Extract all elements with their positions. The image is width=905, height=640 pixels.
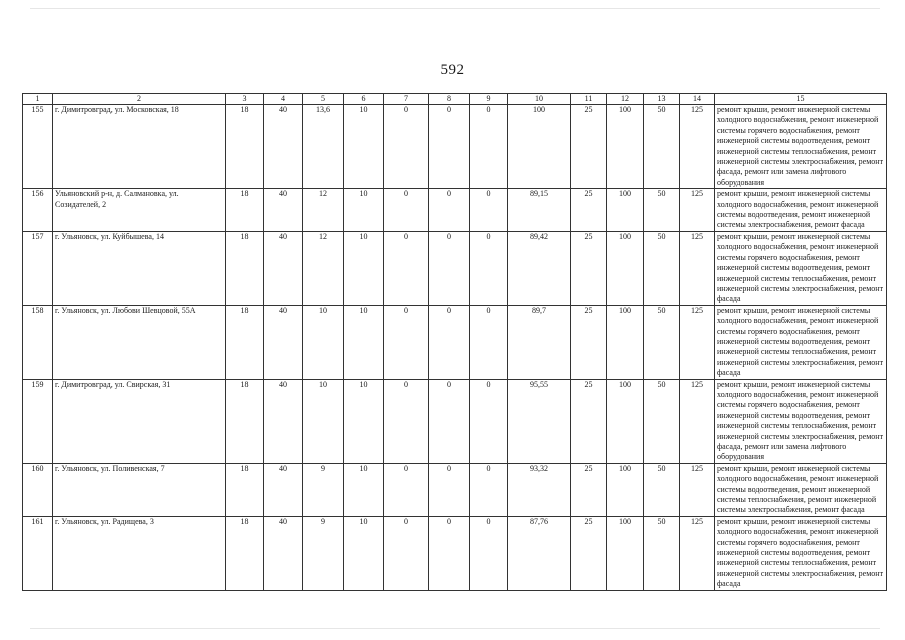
table-cell-col-3: 18 bbox=[226, 463, 264, 516]
table-cell-col-6: 10 bbox=[344, 463, 384, 516]
table-cell-col-2: г. Димитровград, ул. Московская, 18 bbox=[53, 105, 226, 189]
table-cell-col-14: 125 bbox=[680, 189, 715, 232]
table-cell-col-4: 40 bbox=[264, 379, 303, 463]
column-header-3: 3 bbox=[226, 94, 264, 105]
table-cell-col-9: 0 bbox=[470, 516, 508, 590]
table-cell-col-10: 89,42 bbox=[508, 231, 571, 305]
table-cell-col-8: 0 bbox=[429, 231, 470, 305]
scan-artifact-top bbox=[30, 8, 880, 9]
table-row bbox=[23, 305, 887, 379]
table-cell-col-10: 89,15 bbox=[508, 189, 571, 232]
table-cell-col-7: 0 bbox=[384, 105, 429, 189]
table-cell-col-15: ремонт крыши, ремонт инженерной системы холодного водоснабжения, ремонт инженерной системы водоотведения, ремонт инженерной системы электроснабжения, ремонт фасада bbox=[715, 189, 887, 232]
table-cell-col-1: 155 bbox=[23, 105, 53, 189]
table-cell-col-1: 156 bbox=[23, 189, 53, 232]
table-cell-col-2: г. Ульяновск, ул. Любови Шевцовой, 55А bbox=[53, 305, 226, 379]
column-header-11: 11 bbox=[571, 94, 607, 105]
table-cell-col-2: г. Ульяновск, ул. Поливенская, 7 bbox=[53, 463, 226, 516]
table-cell-col-14: 125 bbox=[680, 379, 715, 463]
table-cell-col-14: 125 bbox=[680, 231, 715, 305]
table-cell-col-13: 50 bbox=[644, 463, 680, 516]
table-cell-col-12: 100 bbox=[607, 231, 644, 305]
table-cell-col-15: ремонт крыши, ремонт инженерной системы холодного водоснабжения, ремонт инженерной системы горячего водоснабжения, ремонт инженерной системы водоотведения, ремонт инженерной системы теплоснабжения, ремонт инженерной системы электроснабжения, ремонт фасада bbox=[715, 305, 887, 379]
table-cell-col-14: 125 bbox=[680, 305, 715, 379]
table-cell-col-1: 159 bbox=[23, 379, 53, 463]
table-cell-col-5: 9 bbox=[303, 516, 344, 590]
table-cell-col-10: 100 bbox=[508, 105, 571, 189]
table-cell-col-9: 0 bbox=[470, 105, 508, 189]
table-cell-col-3: 18 bbox=[226, 231, 264, 305]
table-cell-col-8: 0 bbox=[429, 105, 470, 189]
table-cell-col-7: 0 bbox=[384, 231, 429, 305]
table-cell-col-13: 50 bbox=[644, 105, 680, 189]
table-cell-col-15: ремонт крыши, ремонт инженерной системы холодного водоснабжения, ремонт инженерной системы горячего водоснабжения, ремонт инженерной системы водоотведения, ремонт инженерной системы теплоснабжения, ремонт инженерной системы электроснабжения, ремонт фасада bbox=[715, 231, 887, 305]
column-header-5: 5 bbox=[303, 94, 344, 105]
table-cell-col-5: 10 bbox=[303, 379, 344, 463]
table-cell-col-2: г. Ульяновск, ул. Куйбышева, 14 bbox=[53, 231, 226, 305]
table-cell-col-12: 100 bbox=[607, 305, 644, 379]
table-cell-col-7: 0 bbox=[384, 463, 429, 516]
table-cell-col-4: 40 bbox=[264, 105, 303, 189]
table-cell-col-6: 10 bbox=[344, 379, 384, 463]
table-cell-col-5: 12 bbox=[303, 189, 344, 232]
table-cell-col-2: Ульяновский р-н, д. Салмановка, ул. Созидателей, 2 bbox=[53, 189, 226, 232]
table-cell-col-14: 125 bbox=[680, 463, 715, 516]
table-cell-col-3: 18 bbox=[226, 516, 264, 590]
table-header-row bbox=[23, 94, 887, 105]
table-row bbox=[23, 231, 887, 305]
table-cell-col-9: 0 bbox=[470, 379, 508, 463]
table-cell-col-3: 18 bbox=[226, 189, 264, 232]
table-cell-col-9: 0 bbox=[470, 463, 508, 516]
table-cell-col-5: 12 bbox=[303, 231, 344, 305]
column-header-7: 7 bbox=[384, 94, 429, 105]
table-cell-col-8: 0 bbox=[429, 463, 470, 516]
table-cell-col-5: 9 bbox=[303, 463, 344, 516]
table-cell-col-6: 10 bbox=[344, 305, 384, 379]
table-cell-col-9: 0 bbox=[470, 305, 508, 379]
table-cell-col-4: 40 bbox=[264, 305, 303, 379]
table-cell-col-4: 40 bbox=[264, 231, 303, 305]
table-cell-col-3: 18 bbox=[226, 105, 264, 189]
table-cell-col-12: 100 bbox=[607, 379, 644, 463]
table-cell-col-4: 40 bbox=[264, 516, 303, 590]
table-cell-col-9: 0 bbox=[470, 189, 508, 232]
table-cell-col-11: 25 bbox=[571, 463, 607, 516]
table-cell-col-7: 0 bbox=[384, 305, 429, 379]
table-cell-col-4: 40 bbox=[264, 189, 303, 232]
table-cell-col-1: 157 bbox=[23, 231, 53, 305]
table-cell-col-8: 0 bbox=[429, 189, 470, 232]
table-cell-col-13: 50 bbox=[644, 305, 680, 379]
table-cell-col-10: 93,32 bbox=[508, 463, 571, 516]
column-header-1: 1 bbox=[23, 94, 53, 105]
table-row bbox=[23, 516, 887, 590]
table-cell-col-7: 0 bbox=[384, 516, 429, 590]
column-header-4: 4 bbox=[264, 94, 303, 105]
table-cell-col-8: 0 bbox=[429, 305, 470, 379]
table-cell-col-8: 0 bbox=[429, 516, 470, 590]
table-cell-col-15: ремонт крыши, ремонт инженерной системы холодного водоснабжения, ремонт инженерной системы горячего водоснабжения, ремонт инженерной системы водоотведения, ремонт инженерной системы теплоснабжения, ремонт инженерной системы электроснабжения, ремонт фасада, ремонт или замена лифтового оборудования bbox=[715, 379, 887, 463]
table-cell-col-10: 89,7 bbox=[508, 305, 571, 379]
table-cell-col-14: 125 bbox=[680, 105, 715, 189]
table-cell-col-11: 25 bbox=[571, 379, 607, 463]
table-cell-col-11: 25 bbox=[571, 231, 607, 305]
table-cell-col-13: 50 bbox=[644, 379, 680, 463]
table-cell-col-1: 160 bbox=[23, 463, 53, 516]
table-cell-col-1: 161 bbox=[23, 516, 53, 590]
table-body bbox=[23, 105, 887, 591]
table-cell-col-9: 0 bbox=[470, 231, 508, 305]
table-cell-col-4: 40 bbox=[264, 463, 303, 516]
data-table-container bbox=[22, 93, 886, 591]
table-row bbox=[23, 379, 887, 463]
table-cell-col-10: 87,76 bbox=[508, 516, 571, 590]
table-cell-col-6: 10 bbox=[344, 516, 384, 590]
table-cell-col-12: 100 bbox=[607, 189, 644, 232]
table-cell-col-15: ремонт крыши, ремонт инженерной системы холодного водоснабжения, ремонт инженерной системы водоотведения, ремонт инженерной системы теплоснабжения, ремонт инженерной системы электроснабжения, ремонт фасада bbox=[715, 463, 887, 516]
table-cell-col-11: 25 bbox=[571, 305, 607, 379]
column-header-8: 8 bbox=[429, 94, 470, 105]
table-cell-col-12: 100 bbox=[607, 105, 644, 189]
table-cell-col-15: ремонт крыши, ремонт инженерной системы холодного водоснабжения, ремонт инженерной системы горячего водоснабжения, ремонт инженерной системы водоотведения, ремонт инженерной системы теплоснабжения, ремонт инженерной системы электроснабжения, ремонт фасада bbox=[715, 516, 887, 590]
table-row bbox=[23, 105, 887, 189]
column-header-6: 6 bbox=[344, 94, 384, 105]
table-cell-col-13: 50 bbox=[644, 516, 680, 590]
table-cell-col-3: 18 bbox=[226, 305, 264, 379]
table-cell-col-6: 10 bbox=[344, 189, 384, 232]
table-cell-col-7: 0 bbox=[384, 189, 429, 232]
table-row bbox=[23, 463, 887, 516]
table-cell-col-13: 50 bbox=[644, 231, 680, 305]
table-cell-col-6: 10 bbox=[344, 105, 384, 189]
table-cell-col-1: 158 bbox=[23, 305, 53, 379]
table-cell-col-11: 25 bbox=[571, 189, 607, 232]
table-row bbox=[23, 189, 887, 232]
column-header-14: 14 bbox=[680, 94, 715, 105]
scan-artifact-bottom bbox=[30, 628, 880, 629]
column-header-2: 2 bbox=[53, 94, 226, 105]
table-cell-col-5: 10 bbox=[303, 305, 344, 379]
column-header-12: 12 bbox=[607, 94, 644, 105]
table-cell-col-8: 0 bbox=[429, 379, 470, 463]
table-cell-col-15: ремонт крыши, ремонт инженерной системы холодного водоснабжения, ремонт инженерной системы горячего водоснабжения, ремонт инженерной системы водоотведения, ремонт инженерной системы теплоснабжения, ремонт инженерной системы электроснабжения, ремонт фасада, ремонт или замена лифтового оборудования bbox=[715, 105, 887, 189]
table-cell-col-7: 0 bbox=[384, 379, 429, 463]
table-cell-col-2: г. Димитровград, ул. Свирская, 31 bbox=[53, 379, 226, 463]
table-cell-col-10: 95,55 bbox=[508, 379, 571, 463]
page-number: 592 bbox=[440, 62, 465, 78]
table-cell-col-3: 18 bbox=[226, 379, 264, 463]
table-cell-col-12: 100 bbox=[607, 463, 644, 516]
table-cell-col-6: 10 bbox=[344, 231, 384, 305]
table-cell-col-11: 25 bbox=[571, 105, 607, 189]
column-header-15: 15 bbox=[715, 94, 887, 105]
column-header-13: 13 bbox=[644, 94, 680, 105]
column-header-9: 9 bbox=[470, 94, 508, 105]
table-cell-col-2: г. Ульяновск, ул. Радищева, 3 bbox=[53, 516, 226, 590]
table-cell-col-11: 25 bbox=[571, 516, 607, 590]
table-cell-col-5: 13,6 bbox=[303, 105, 344, 189]
table-cell-col-13: 50 bbox=[644, 189, 680, 232]
table-cell-col-14: 125 bbox=[680, 516, 715, 590]
data-table bbox=[22, 93, 887, 591]
column-header-10: 10 bbox=[508, 94, 571, 105]
table-cell-col-12: 100 bbox=[607, 516, 644, 590]
